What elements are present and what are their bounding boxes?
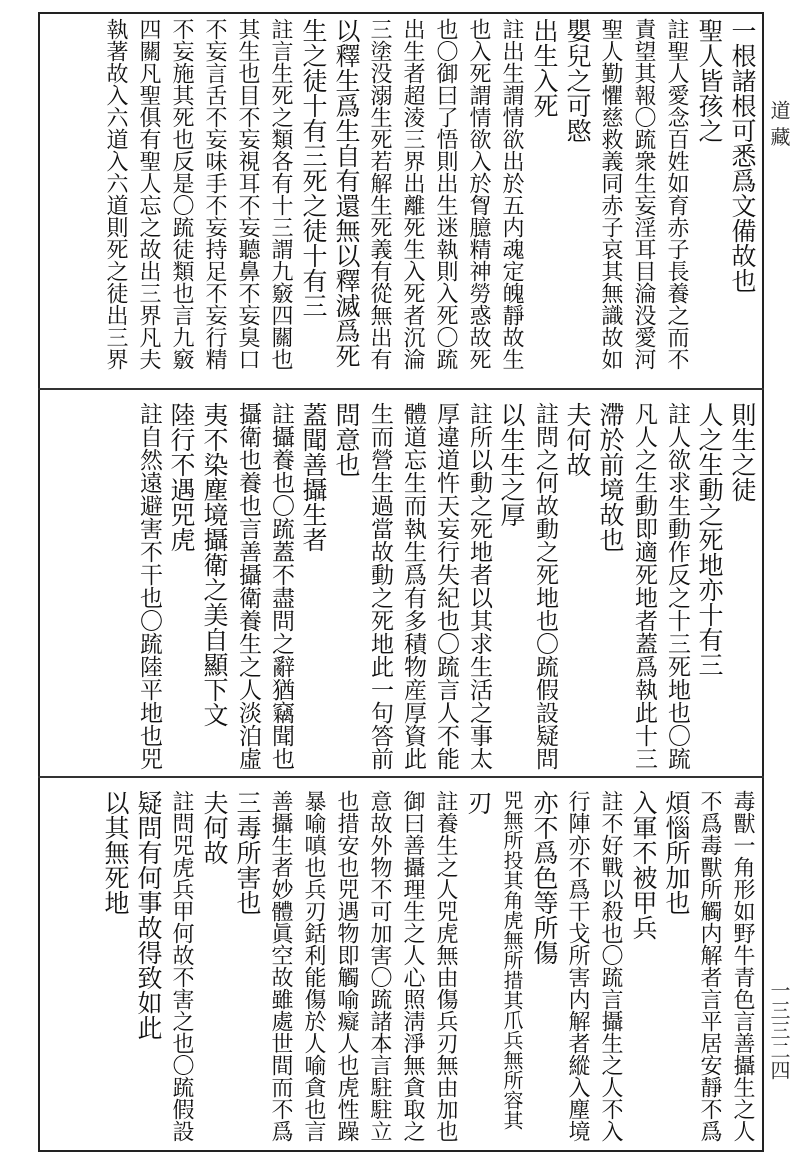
text-column: 以釋生爲生自有還無以釋滅爲死 xyxy=(332,18,361,368)
text-column: 註言生死之類各有十三謂九竅四關也 xyxy=(268,18,293,370)
text-column: 註自然遠避害不干也〇䟽陸平地也兕 xyxy=(136,402,162,770)
text-column: 生之徒十有三死之徒十有三 xyxy=(299,18,328,318)
text-column: 暴喻嗔也兵刃銛利能傷於人喻貪也言 xyxy=(301,790,326,1142)
text-column: 註問之何故動之死地也〇䟽假設疑問 xyxy=(532,402,558,770)
text-column: 疑問有何事故得致如此 xyxy=(134,790,163,1040)
text-column: 執著故入六道入六道則死之徒出三界 xyxy=(103,18,128,370)
panel-divider-bottom xyxy=(38,776,764,778)
text-column: 註所以動之死地者以其求生活之事太 xyxy=(466,402,492,770)
text-column: 三毒所害也 xyxy=(233,790,262,915)
text-column: 出生者超淩三界出離死生入死者沉淪 xyxy=(400,18,425,370)
text-column: 也〇御曰了悟則出生迷執則入死〇䟽 xyxy=(433,18,458,370)
text-column: 也措安也兕遇物即觸喻癡人也虎性躁 xyxy=(334,790,359,1142)
text-column: 嬰兒之可愍 xyxy=(563,18,592,143)
text-column: 出生入死 xyxy=(530,18,559,118)
text-column: 則生之徒 xyxy=(728,402,757,502)
text-column: 不妄施其死也反是〇䟽徒類也言九竅 xyxy=(169,18,194,370)
text-column: 滯於前境故也 xyxy=(596,402,625,552)
text-column: 註不好戰以殺也〇䟽言攝生之人不入 xyxy=(598,790,623,1142)
panel-divider-top xyxy=(38,388,764,390)
text-column: 註出生謂情欲出於五内魂定魄靜故生 xyxy=(499,18,524,370)
text-column: 不妄言舌不妄味手不妄持足不妄行精 xyxy=(202,18,227,370)
text-column: 厚違道忤天妄行失紀也〇䟽言人不能 xyxy=(433,402,459,770)
text-column: 以生生之厚 xyxy=(497,402,526,527)
text-column: 凡人之生動即適死地者蓋爲執此十三 xyxy=(631,402,657,770)
text-column: 亦不爲色等所傷 xyxy=(530,790,559,965)
text-column: 御曰善攝理生之人心照淸淨無貪取之 xyxy=(400,790,425,1142)
text-column: 兕無所投其角虎無所措其爪兵無所容其 xyxy=(500,790,524,1130)
text-panel-middle xyxy=(44,402,758,770)
text-column: 不爲毒獸所觸内解者言平居安靜不爲 xyxy=(697,790,722,1142)
text-column: 責望其報〇䟽衆生妄淫耳目淪没愛河 xyxy=(631,18,656,370)
text-column: 註問兕虎兵甲何故不害之也〇䟽假設 xyxy=(169,790,194,1142)
text-column: 註養生之人兕虎無由傷兵刃無由加也 xyxy=(433,790,458,1142)
text-column: 註人欲求生動作反之十三死地也〇䟽 xyxy=(664,402,690,770)
text-panel-bottom xyxy=(44,790,758,1146)
text-column: 三塗没溺生死若解生死義有從無出有 xyxy=(367,18,392,370)
text-column: 註聖人愛念百姓如育赤子長養之而不 xyxy=(664,18,689,370)
text-column: 蓋聞善攝生者 xyxy=(299,402,328,552)
page-number: 一三三二四 xyxy=(767,980,791,1080)
text-column: 善攝生者妙體眞空故雖處世間而不爲 xyxy=(268,790,293,1142)
text-column: 註攝養也〇䟽蓋不盡問之辭猶竊聞也 xyxy=(268,402,294,770)
text-column: 聖人勤懼慈救義同赤子哀其無識故如 xyxy=(598,18,623,370)
text-column: 一根諸根可悉爲文備故也 xyxy=(728,18,757,293)
text-column: 問意也 xyxy=(332,402,361,477)
text-panel-top xyxy=(44,18,758,382)
text-column: 陸行不遇兕虎 xyxy=(167,402,196,552)
text-column: 體道忘生而執生爲有多積物産厚資此 xyxy=(400,402,426,770)
text-column: 人之生動之死地亦十有三 xyxy=(695,402,724,677)
text-column: 刃 xyxy=(464,790,493,815)
text-column: 以其無死地 xyxy=(101,790,130,915)
text-column: 夷不染塵境攝衛之美自顯下文 xyxy=(200,402,229,727)
text-column: 聖人皆孩之 xyxy=(695,18,724,143)
text-column: 其生也目不妄視耳不妄聽鼻不妄臭口 xyxy=(235,18,260,370)
text-column: 煩惱所加也 xyxy=(662,790,691,915)
text-column: 夫何故 xyxy=(563,402,592,477)
text-column: 毒獸一角形如野牛青色言善攝生之人 xyxy=(730,790,755,1142)
text-column: 行陣亦不爲干戈所害内解者縱入塵境 xyxy=(565,790,590,1142)
series-mark: 道 藏 xyxy=(767,100,791,147)
text-column: 意故外物不可加害〇䟽諸本言駐駐立 xyxy=(367,790,392,1142)
text-column: 入軍不被甲兵 xyxy=(629,790,658,940)
text-column: 四關凡聖俱有聖人忘之故出三界凡夫 xyxy=(136,18,161,370)
text-column: 生而營生過當故動之死地此一句答前 xyxy=(367,402,393,770)
text-column: 也入死謂情欲入於胷臆精神勞惑故死 xyxy=(466,18,491,370)
text-column: 夫何故 xyxy=(200,790,229,865)
text-column: 攝衛也養也言善攝衛養生之人淡泊虛 xyxy=(235,402,261,770)
